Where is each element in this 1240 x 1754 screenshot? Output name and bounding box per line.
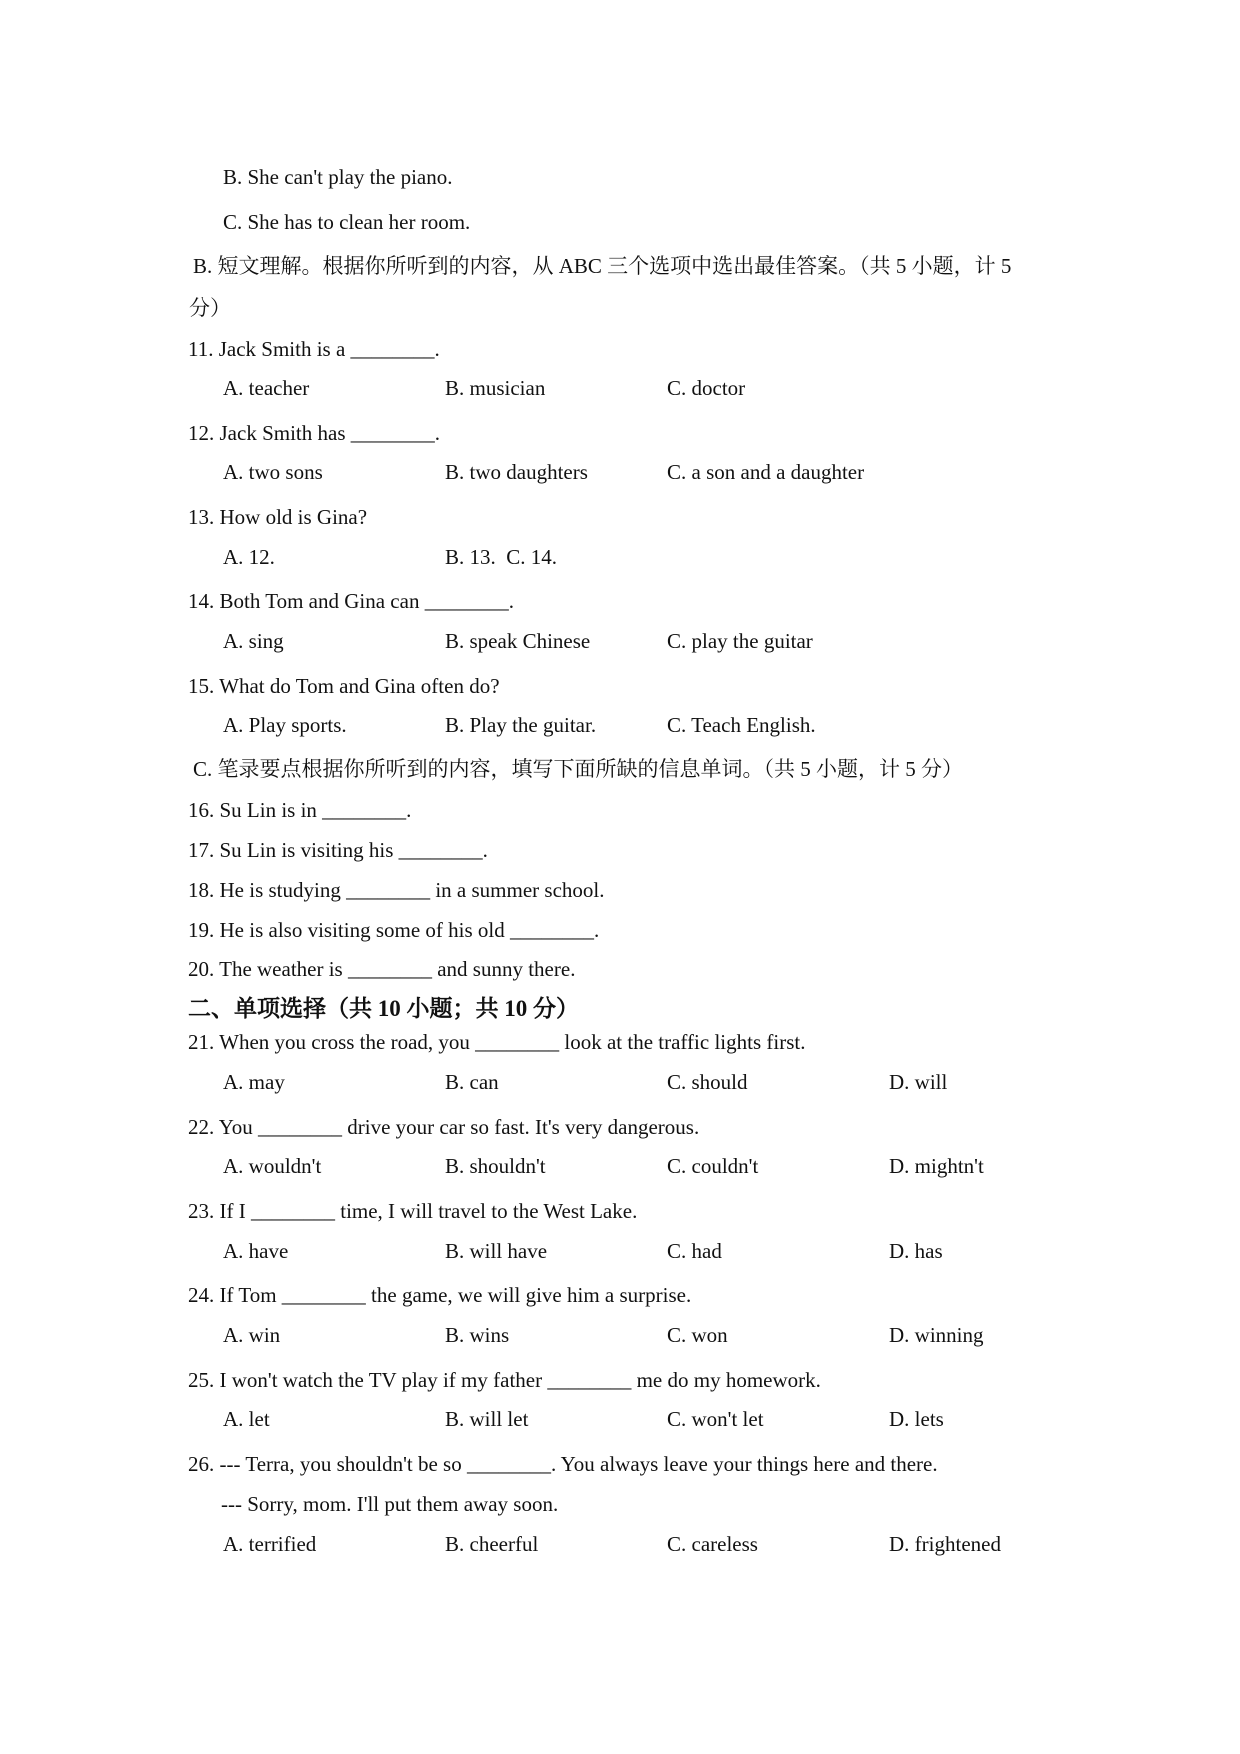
question-26: 26. --- Terra, you shouldn't be so ________. You always leave your things here and there. (188, 1452, 938, 1476)
question-22: 22. You ________ drive your car so fast. It's very dangerous. (188, 1115, 700, 1139)
option-b: B. will let (445, 1407, 529, 1431)
question-18: 18. He is studying ________ in a summer school. (188, 878, 605, 902)
option-a: A. Play sports. (223, 713, 347, 737)
option-a: A. two sons (223, 460, 323, 484)
option-d: D. lets (889, 1407, 944, 1431)
question-12: 12. Jack Smith has ________. (188, 421, 440, 445)
question-16: 16. Su Lin is in ________. (188, 798, 412, 822)
option-c: C. a son and a daughter (667, 460, 865, 484)
option-b: B. shouldn't (445, 1154, 546, 1178)
option-b: B. two daughters (445, 460, 588, 484)
question-26-reply: --- Sorry, mom. I'll put them away soon. (221, 1492, 559, 1516)
question-14: 14. Both Tom and Gina can ________. (188, 589, 514, 613)
question-15: 15. What do Tom and Gina often do? (188, 674, 500, 698)
section-b-heading-cont: 分） (189, 296, 231, 320)
question-11-options (223, 378, 1123, 402)
question-21-options (223, 1072, 1123, 1096)
option-b: B. speak Chinese (445, 629, 591, 653)
option-c: C. play the guitar (667, 629, 813, 653)
option-c: C. won (667, 1323, 728, 1347)
question-15-options (223, 715, 1123, 739)
question-14-options (223, 631, 1123, 655)
section-c-heading: C. 笔录要点根据你所听到的内容，填写下面所缺的信息单词。（共 5 小题，计 5 分） (193, 757, 964, 781)
option-b: B. will have (445, 1239, 548, 1263)
option-b-c: B. 13. C. 14. (445, 545, 558, 569)
option-b: B. She can't play the piano. (223, 165, 453, 189)
option-c: C. She has to clean her room. (223, 210, 471, 234)
question-21: 21. When you cross the road, you ________ look at the traffic lights first. (188, 1030, 806, 1054)
question-25: 25. I won't watch the TV play if my father ________ me do my homework. (188, 1368, 821, 1392)
option-d: D. winning (889, 1323, 984, 1347)
option-b: B. cheerful (445, 1532, 539, 1556)
option-a: A. teacher (223, 376, 310, 400)
part-two-heading: 二、单项选择（共 10 小题；共 10 分） (188, 996, 579, 1021)
question-13-options (223, 547, 1123, 571)
option-c: C. had (667, 1239, 722, 1263)
option-d: D. frightened (889, 1532, 1001, 1556)
question-23-options (223, 1241, 1123, 1265)
option-c: C. doctor (667, 376, 746, 400)
question-26-options (223, 1534, 1123, 1558)
option-a: A. sing (223, 629, 284, 653)
option-b: B. wins (445, 1323, 510, 1347)
option-d: D. mightn't (889, 1154, 984, 1178)
question-24: 24. If Tom ________ the game, we will give him a surprise. (188, 1283, 692, 1307)
question-20: 20. The weather is ________ and sunny there. (188, 957, 576, 981)
question-22-options (223, 1156, 1123, 1180)
option-c: C. won't let (667, 1407, 764, 1431)
question-12-options (223, 462, 1123, 486)
option-b: B. Play the guitar. (445, 713, 597, 737)
question-25-options (223, 1409, 1123, 1433)
option-a: A. terrified (223, 1532, 317, 1556)
option-b: B. can (445, 1070, 499, 1094)
option-c: C. should (667, 1070, 748, 1094)
question-11: 11. Jack Smith is a ________. (188, 337, 440, 361)
option-c: C. careless (667, 1532, 758, 1556)
option-a: A. win (223, 1323, 281, 1347)
question-19: 19. He is also visiting some of his old ________. (188, 918, 600, 942)
option-a: A. let (223, 1407, 270, 1431)
question-23: 23. If I ________ time, I will travel to the West Lake. (188, 1199, 638, 1223)
question-17: 17. Su Lin is visiting his ________. (188, 838, 488, 862)
section-b-heading: B. 短文理解。根据你所听到的内容，从 ABC 三个选项中选出最佳答案。（共 5 小题，计 5 (193, 254, 1012, 278)
option-a: A. wouldn't (223, 1154, 322, 1178)
option-d: D. will (889, 1070, 948, 1094)
option-d: D. has (889, 1239, 943, 1263)
option-c: C. couldn't (667, 1154, 759, 1178)
question-24-options (223, 1325, 1123, 1349)
option-a: A. have (223, 1239, 289, 1263)
question-13: 13. How old is Gina? (188, 505, 368, 529)
option-c: C. Teach English. (667, 713, 816, 737)
option-a: A. may (223, 1070, 285, 1094)
option-b: B. musician (445, 376, 546, 400)
option-a: A. 12. (223, 545, 275, 569)
